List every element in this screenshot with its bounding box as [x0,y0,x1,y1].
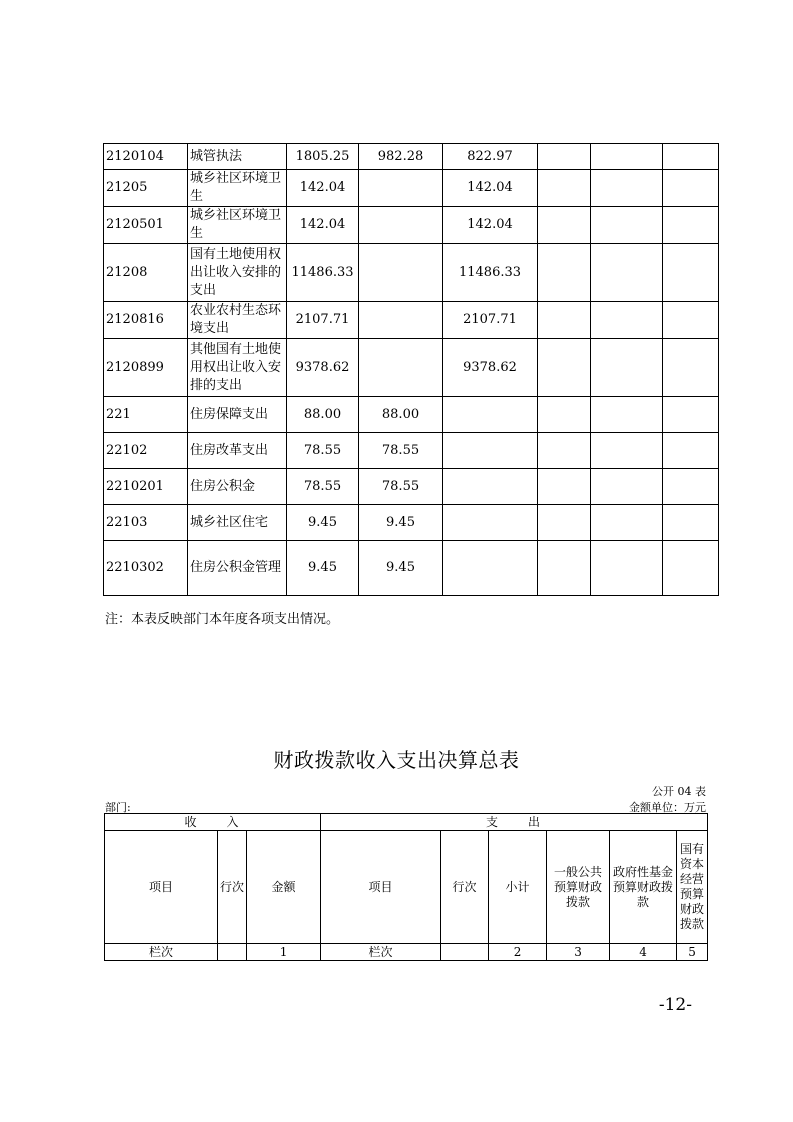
table-row [104,433,719,469]
row-name: 城乡社区环境卫生 [188,207,287,244]
table-row [104,339,719,397]
row-code: 2210201 [104,469,188,505]
col-item: 项目 [105,831,218,944]
income-header: 收 入 [105,814,321,831]
table-row [104,244,719,302]
row-total: 78.55 [287,469,359,505]
row-empty [591,170,663,207]
row-name: 住房改革支出 [188,433,287,469]
row-basic: 982.28 [359,144,443,170]
col-amount: 金额 [247,831,321,944]
row-total: 9378.62 [287,339,359,397]
unit-label: 金额单位：万元 [629,801,706,814]
row-empty [663,207,719,244]
row-empty [591,505,663,541]
row-empty [538,433,591,469]
row-basic: 9.45 [359,541,443,596]
table-row [104,302,719,339]
row-empty [538,505,591,541]
row-name: 农业农村生态环境支出 [188,302,287,339]
row-name: 城管执法 [188,144,287,170]
row-empty [538,170,591,207]
row-empty [591,244,663,302]
table-row [104,469,719,505]
row-project [443,433,538,469]
row-empty [538,244,591,302]
row-empty [663,541,719,596]
row-project [443,469,538,505]
row-empty [538,144,591,170]
row-empty [538,302,591,339]
row-label-blank-2 [441,944,489,961]
table-row [104,541,719,596]
row-label-expense: 栏次 [321,944,441,961]
row-project: 142.04 [443,207,538,244]
row-total: 9.45 [287,541,359,596]
row-total: 9.45 [287,505,359,541]
row-empty [591,433,663,469]
col-general-budget: 一般公共预算财政拨款 [547,831,610,944]
row-basic: 78.55 [359,469,443,505]
row-code: 221 [104,397,188,433]
summary-table [104,813,708,961]
row-empty [591,541,663,596]
row-label: 栏次 [105,944,218,961]
row-empty [663,302,719,339]
row-total: 88.00 [287,397,359,433]
row-empty [663,170,719,207]
row-code: 2120816 [104,302,188,339]
row-empty [663,144,719,170]
row-code: 21208 [104,244,188,302]
row-project: 142.04 [443,170,538,207]
table-row [104,207,719,244]
col-state-capital: 国有资本经营预算财政拨款 [677,831,708,944]
row-basic [359,207,443,244]
row-code: 21205 [104,170,188,207]
row-empty [591,144,663,170]
row-project: 822.97 [443,144,538,170]
row-total: 11486.33 [287,244,359,302]
row-basic: 88.00 [359,397,443,433]
row-empty [663,469,719,505]
col-num-5: 5 [677,944,708,961]
row-project [443,505,538,541]
row-empty [663,397,719,433]
row-empty [591,302,663,339]
page-number: -12- [658,995,692,1015]
row-empty [538,541,591,596]
row-project [443,397,538,433]
table-row [104,144,719,170]
row-empty [663,244,719,302]
row-empty [663,433,719,469]
row-empty [591,397,663,433]
row-project [443,541,538,596]
col-fund-budget: 政府性基金预算财政拨款 [610,831,677,944]
row-name: 住房公积金管理 [188,541,287,596]
col-line-expense: 行次 [441,831,489,944]
expense-header: 支 出 [321,814,708,831]
department-label: 部门: [105,801,131,814]
row-empty [591,469,663,505]
row-project: 11486.33 [443,244,538,302]
row-name: 住房公积金 [188,469,287,505]
row-basic [359,244,443,302]
row-name: 住房保障支出 [188,397,287,433]
row-total: 1805.25 [287,144,359,170]
col-line: 行次 [218,831,247,944]
col-num-1: 1 [247,944,321,961]
row-label-blank [218,944,247,961]
row-code: 22102 [104,433,188,469]
row-total: 2107.71 [287,302,359,339]
table-row [104,505,719,541]
row-project: 2107.71 [443,302,538,339]
row-name: 城乡社区住宅 [188,505,287,541]
row-basic [359,302,443,339]
row-basic: 9.45 [359,505,443,541]
row-empty [591,339,663,397]
row-total: 142.04 [287,170,359,207]
row-code: 2120104 [104,144,188,170]
table-note: 注：本表反映部门本年度各项支出情况。 [105,612,340,627]
page-title: 财政拨款收入支出决算总表 [273,748,520,772]
row-code: 2120501 [104,207,188,244]
row-empty [538,397,591,433]
form-number: 公开 04 表 [652,785,706,798]
col-num-4: 4 [610,944,677,961]
row-project: 9378.62 [443,339,538,397]
row-empty [538,207,591,244]
expenditure-table [103,143,719,596]
row-empty [591,207,663,244]
row-empty [663,505,719,541]
col-num-3: 3 [547,944,610,961]
col-item-expense: 项目 [321,831,441,944]
row-name: 其他国有土地使用权出让收入安排的支出 [188,339,287,397]
table-row [104,170,719,207]
col-num-2: 2 [489,944,547,961]
row-total: 142.04 [287,207,359,244]
row-name: 城乡社区环境卫生 [188,170,287,207]
row-total: 78.55 [287,433,359,469]
row-name: 国有土地使用权出让收入安排的支出 [188,244,287,302]
row-code: 2210302 [104,541,188,596]
row-empty [663,339,719,397]
row-empty [538,339,591,397]
col-subtotal: 小计 [489,831,547,944]
row-basic [359,170,443,207]
row-empty [538,469,591,505]
row-code: 22103 [104,505,188,541]
row-code: 2120899 [104,339,188,397]
row-basic [359,339,443,397]
row-basic: 78.55 [359,433,443,469]
table-row [104,397,719,433]
